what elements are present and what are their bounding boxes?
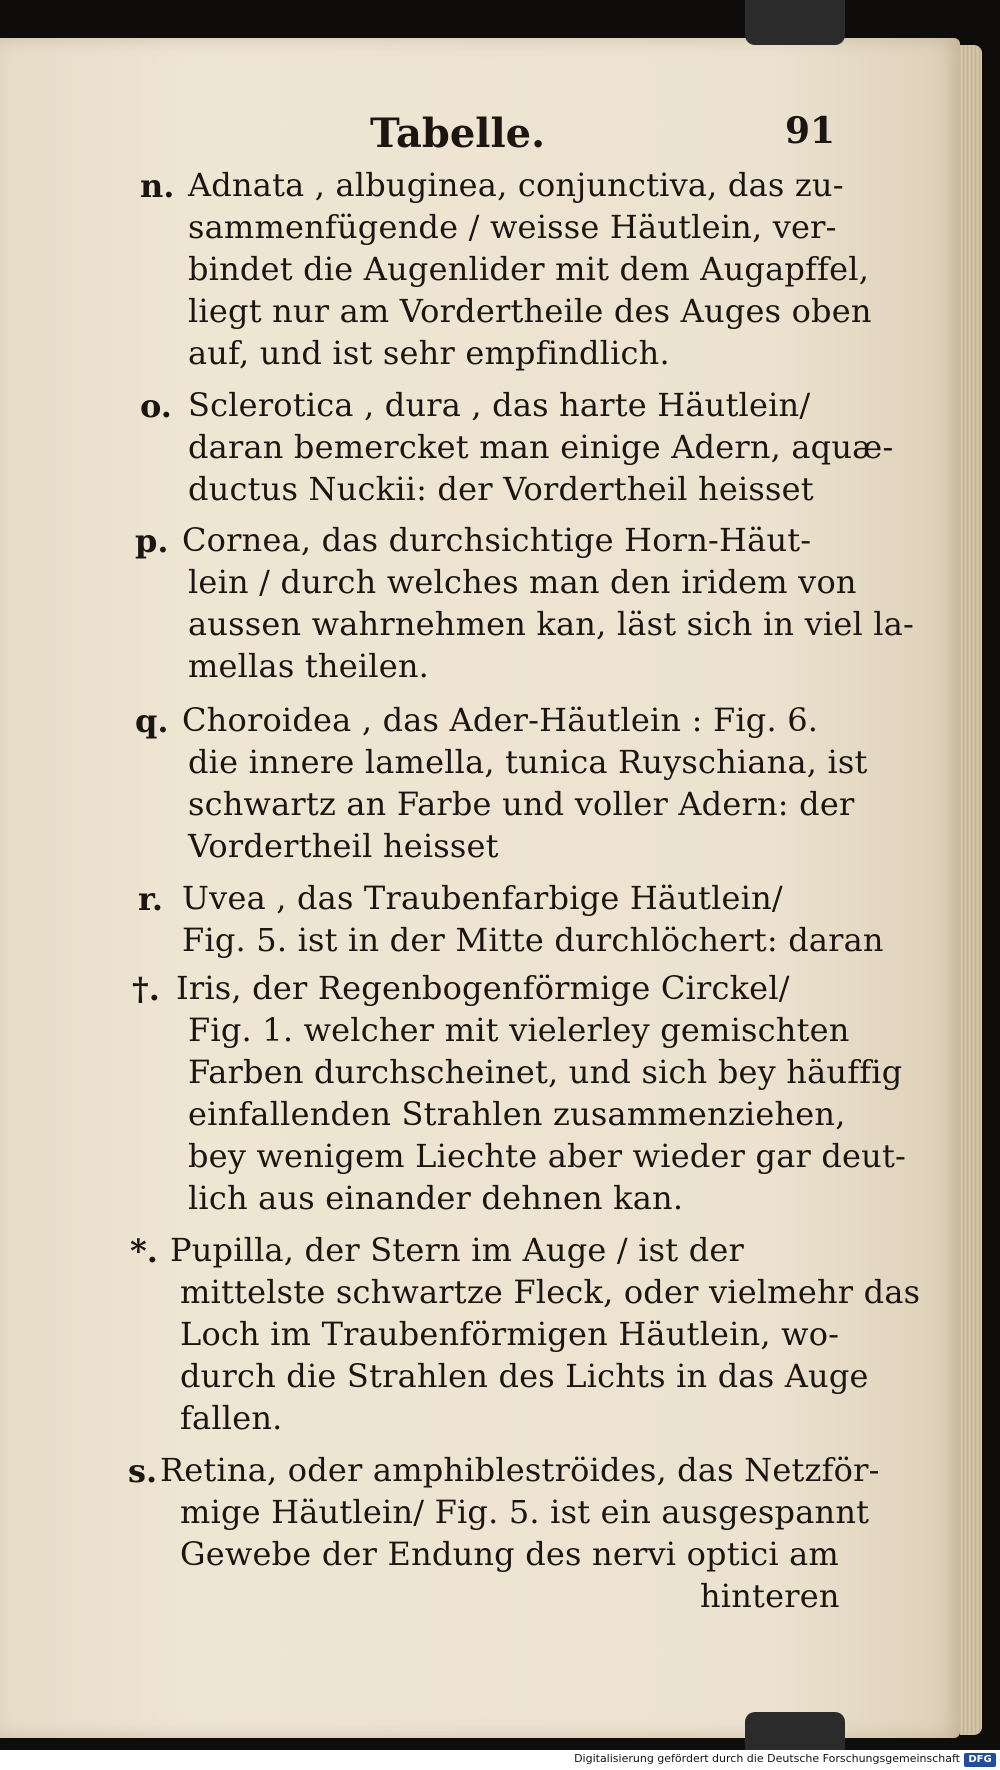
entry-line: schwartz an Farbe und voller Adern: der	[188, 785, 855, 823]
entry-marker: q.	[135, 702, 169, 740]
entry-line: daran bemercket man einige Adern, aquæ-	[188, 428, 894, 466]
page-number: 91	[785, 110, 836, 152]
entry-line: auf, und ist sehr empfindlich.	[188, 334, 670, 372]
page-edges	[960, 45, 982, 1735]
footer-credit: Digitalisierung gefördert durch die Deutsche Forschungsgemeinschaft	[574, 1752, 960, 1765]
entry-line: bindet die Augenlider mit dem Augapffel,	[188, 250, 870, 288]
entry-line: Loch im Traubenförmigen Häutlein, wo-	[180, 1315, 840, 1353]
digitization-footer	[0, 1750, 1000, 1770]
entry-line: Farben durchscheinet, und sich bey häuffig	[188, 1053, 903, 1091]
entry-line: lein / durch welches man den iridem von	[188, 563, 857, 601]
running-head: Tabelle.	[370, 110, 546, 157]
entry-line: durch die Strahlen des Lichts in das Auge	[180, 1357, 869, 1395]
entry-line: Uvea , das Traubenfarbige Häutlein/	[182, 879, 783, 917]
entry-marker: *.	[130, 1232, 158, 1270]
entry-line: ductus Nuckii: der Vordertheil heisset	[188, 470, 814, 508]
entry-line: mellas theilen.	[188, 647, 430, 685]
entry-marker: †.	[132, 970, 160, 1008]
book-clip-top	[745, 0, 845, 45]
entry-line: Retina, oder amphibleströides, das Netzför-	[160, 1451, 880, 1489]
entry-line: sammenfügende / weisse Häutlein, ver-	[188, 208, 837, 246]
dfg-logo: DFG	[964, 1753, 996, 1767]
entry-marker: p.	[135, 522, 169, 560]
entry-line: mittelste schwartze Fleck, oder vielmehr das	[180, 1273, 921, 1311]
page-header	[0, 110, 960, 160]
entry-line: Fig. 1. welcher mit vielerley gemischten	[188, 1011, 850, 1049]
entry-line: Sclerotica , dura , das harte Häutlein/	[188, 386, 811, 424]
entry-line: Vordertheil heisset	[188, 827, 499, 865]
entry-line: lich aus einander dehnen kan.	[188, 1179, 684, 1217]
entry-line: die innere lamella, tunica Ruyschiana, ist	[188, 743, 868, 781]
entry-line: Cornea, das durchsichtige Horn-Häut-	[182, 521, 812, 559]
entry-line: Iris, der Regenbogenförmige Circkel/	[176, 969, 790, 1007]
entry-line: Pupilla, der Stern im Auge / ist der	[170, 1231, 745, 1269]
entry-line: einfallenden Strahlen zusammenziehen,	[188, 1095, 846, 1133]
entry-marker: s.	[128, 1452, 158, 1490]
entry-line: bey wenigem Liechte aber wieder gar deut-	[188, 1137, 907, 1175]
entry-marker: n.	[140, 167, 175, 205]
entry-line: Gewebe der Endung des nervi optici am	[180, 1535, 839, 1573]
entry-line: mige Häutlein/ Fig. 5. ist ein ausgespannt	[180, 1493, 870, 1531]
entry-line: aussen wahrnehmen kan, läst sich in viel la-	[188, 605, 914, 643]
entry-line: liegt nur am Vordertheile des Auges oben	[188, 292, 872, 330]
entry-marker: r.	[138, 880, 164, 918]
entry-line: Fig. 5. ist in der Mitte durchlöchert: daran	[182, 921, 884, 959]
entry-marker: o.	[140, 387, 172, 425]
entry-line: hinteren	[700, 1577, 840, 1615]
entry-line: fallen.	[180, 1399, 283, 1437]
entry-line: Adnata , albuginea, conjunctiva, das zu-	[188, 166, 844, 204]
entry-line: Choroidea , das Ader-Häutlein : Fig. 6.	[182, 701, 819, 739]
